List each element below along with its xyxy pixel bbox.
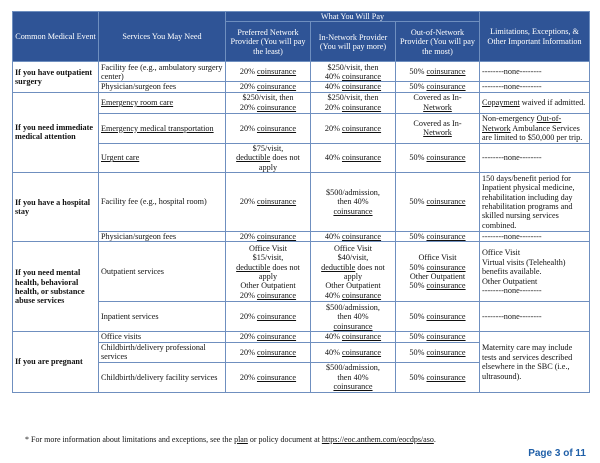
coinsurance-link[interactable]: coinsurance bbox=[426, 197, 466, 207]
limitations-text: Office Visit Virtual visits (Telehealth) benefits available. Other Outpatient --------none-------- bbox=[480, 242, 590, 302]
cost-in-network: 40% coinsurance bbox=[311, 332, 396, 342]
header-limitations: Limitations, Exceptions, & Other Important Information bbox=[480, 12, 590, 62]
cost-in-network: 20% coinsurance bbox=[311, 113, 396, 143]
cost-preferred: 20% coinsurance bbox=[226, 342, 311, 362]
cost-out-network: Covered as In- Network bbox=[396, 113, 480, 143]
coinsurance-link[interactable]: coinsurance bbox=[341, 102, 382, 112]
coinsurance-link[interactable]: coinsurance bbox=[333, 206, 373, 216]
coinsurance-link[interactable]: coinsurance bbox=[426, 347, 466, 357]
service-name: Physician/surgeon fees bbox=[99, 232, 226, 242]
limitations-text: --------none-------- bbox=[480, 232, 590, 242]
cost-out-network: 50% coinsurance bbox=[396, 173, 480, 232]
coinsurance-link[interactable]: coinsurance bbox=[426, 82, 466, 92]
coinsurance-link[interactable]: coinsurance bbox=[426, 372, 466, 382]
cost-in-network: $250/visit, then 40% coinsurance bbox=[311, 62, 396, 82]
benefits-table bbox=[12, 11, 590, 393]
cost-out-network: 50% coinsurance bbox=[396, 82, 480, 92]
limitations-text: --------none-------- bbox=[480, 143, 590, 172]
coinsurance-link[interactable]: coinsurance bbox=[256, 372, 297, 382]
cost-in-network: 40% coinsurance bbox=[311, 342, 396, 362]
coinsurance-link[interactable]: coinsurance bbox=[426, 332, 466, 342]
footnote: * For more information about limitations and exceptions, see the plan or policy document at https://eoc.anthem.com/eocdps/aso. bbox=[25, 435, 436, 444]
header-what-you-will-pay: What You Will Pay bbox=[226, 12, 480, 22]
service-link-emergency-room[interactable]: Emergency room care bbox=[99, 92, 226, 113]
coinsurance-link[interactable]: coinsurance bbox=[426, 262, 466, 272]
cost-out-network: 50% coinsurance bbox=[396, 143, 480, 172]
header-services: Services You May Need bbox=[99, 12, 226, 62]
coinsurance-link[interactable]: coinsurance bbox=[256, 82, 297, 92]
header-common-event: Common Medical Event bbox=[13, 12, 99, 62]
cost-in-network: 40% coinsurance bbox=[311, 82, 396, 92]
table-row bbox=[13, 232, 590, 242]
cost-preferred: 20% coinsurance bbox=[226, 82, 311, 92]
service-name: Childbirth/delivery professional services bbox=[99, 342, 226, 362]
table-row bbox=[13, 143, 590, 172]
deductible-link[interactable]: deductible bbox=[236, 262, 271, 272]
table-row bbox=[13, 173, 590, 232]
coinsurance-link[interactable]: coinsurance bbox=[426, 67, 466, 77]
coinsurance-link[interactable]: coinsurance bbox=[256, 312, 297, 322]
cost-in-network: 40% coinsurance bbox=[311, 232, 396, 242]
cost-preferred: 20% coinsurance bbox=[226, 332, 311, 342]
cost-out-network: 50% coinsurance bbox=[396, 342, 480, 362]
service-link-emergency-transport[interactable]: Emergency medical transportation bbox=[99, 113, 226, 143]
cost-out-network: 50% coinsurance bbox=[396, 332, 480, 342]
header-preferred: Preferred Network Provider (You will pay the least) bbox=[226, 22, 311, 62]
cost-out-network: Covered as In- Network bbox=[396, 92, 480, 113]
coinsurance-link[interactable]: coinsurance bbox=[341, 123, 382, 133]
service-name: Outpatient services bbox=[99, 242, 226, 302]
service-name: Inpatient services bbox=[99, 302, 226, 332]
table-row bbox=[13, 92, 590, 113]
cost-in-network: $500/admission, then 40% coinsurance bbox=[311, 173, 396, 232]
limitations-text: --------none-------- bbox=[480, 62, 590, 82]
network-link[interactable]: Network bbox=[423, 102, 452, 112]
cost-in-network: $250/visit, then 20% coinsurance bbox=[311, 92, 396, 113]
limitations-text: --------none-------- bbox=[480, 82, 590, 92]
cost-preferred: 20% coinsurance bbox=[226, 62, 311, 82]
table-row bbox=[13, 302, 590, 332]
service-name: Childbirth/delivery facility services bbox=[99, 362, 226, 392]
limitations-text: Non-emergency Out-of-Network Ambulance Services are limited to $50,000 per trip. bbox=[480, 113, 590, 143]
coinsurance-link[interactable]: coinsurance bbox=[426, 281, 466, 291]
event-hospital-stay: If you have a hospital stay bbox=[13, 173, 99, 242]
table-row bbox=[13, 82, 590, 92]
page-number: Page 3 of 11 bbox=[528, 448, 586, 459]
table-row bbox=[13, 242, 590, 302]
header-out-network: Out-of-Network Provider (You will pay the most) bbox=[396, 22, 480, 62]
coinsurance-link[interactable]: coinsurance bbox=[341, 347, 382, 357]
cost-out-network: 50% coinsurance bbox=[396, 362, 480, 392]
limitations-text: Copayment waived if admitted. bbox=[480, 92, 590, 113]
cost-preferred: $250/visit, then 20% coinsurance bbox=[226, 92, 311, 113]
coinsurance-link[interactable]: coinsurance bbox=[256, 332, 297, 342]
limitations-text: 150 days/benefit period for Inpatient physical medicine, rehabilitation including day rehabilitation programs and skilled nursing services combined. bbox=[480, 173, 590, 232]
deductible-link[interactable]: deductible bbox=[321, 262, 356, 272]
cost-preferred: 20% coinsurance bbox=[226, 302, 311, 332]
deductible-link[interactable]: deductible bbox=[236, 153, 271, 163]
service-link-urgent-care[interactable]: Urgent care bbox=[99, 143, 226, 172]
cost-preferred: 20% coinsurance bbox=[226, 232, 311, 242]
service-name: Office visits bbox=[99, 332, 226, 342]
header-in-network: In-Network Provider (You will pay more) bbox=[311, 22, 396, 62]
cost-in-network: $500/admission, then 40% coinsurance bbox=[311, 362, 396, 392]
coinsurance-link[interactable]: coinsurance bbox=[333, 321, 373, 331]
cost-out-network: 50% coinsurance bbox=[396, 232, 480, 242]
event-mental-health: If you need mental health, behavioral health, or substance abuse services bbox=[13, 242, 99, 332]
network-link[interactable]: Network bbox=[423, 128, 452, 138]
coinsurance-link[interactable]: coinsurance bbox=[341, 153, 382, 163]
coinsurance-link[interactable]: coinsurance bbox=[256, 123, 297, 133]
coinsurance-link[interactable]: coinsurance bbox=[256, 67, 297, 77]
cost-preferred: 20% coinsurance bbox=[226, 113, 311, 143]
coinsurance-link[interactable]: coinsurance bbox=[341, 232, 382, 242]
policy-url-link[interactable]: https://eoc.anthem.com/eocdps/aso bbox=[321, 435, 434, 444]
table-row bbox=[13, 62, 590, 82]
limitations-text: Maternity care may include tests and services described elsewhere in the SBC (i.e., ultrasound). bbox=[480, 332, 590, 392]
coinsurance-link[interactable]: coinsurance bbox=[256, 232, 297, 242]
service-name: Facility fee (e.g., hospital room) bbox=[99, 173, 226, 232]
cost-preferred: 20% coinsurance bbox=[226, 362, 311, 392]
event-outpatient-surgery: If you have outpatient surgery bbox=[13, 62, 99, 92]
event-pregnant: If you are pregnant bbox=[13, 332, 99, 392]
cost-in-network: $500/admission, then 40% coinsurance bbox=[311, 302, 396, 332]
cost-out-network: 50% coinsurance bbox=[396, 302, 480, 332]
table-row bbox=[13, 113, 590, 143]
cost-preferred: 20% coinsurance bbox=[226, 173, 311, 232]
coinsurance-link[interactable]: coinsurance bbox=[426, 153, 466, 163]
table-row bbox=[13, 332, 590, 342]
service-name: Facility fee (e.g., ambulatory surgery center) bbox=[99, 62, 226, 82]
cost-out-network: 50% coinsurance bbox=[396, 62, 480, 82]
coinsurance-link[interactable]: coinsurance bbox=[333, 382, 373, 392]
coinsurance-link[interactable]: coinsurance bbox=[341, 332, 382, 342]
coinsurance-link[interactable]: coinsurance bbox=[256, 290, 297, 300]
cost-out-network: Office Visit 50% coinsurance Other Outpatient 50% coinsurance bbox=[396, 242, 480, 302]
cost-preferred: $75/visit, deductible does not apply bbox=[226, 143, 311, 172]
coinsurance-link[interactable]: coinsurance bbox=[426, 232, 466, 242]
coinsurance-link[interactable]: coinsurance bbox=[426, 312, 466, 322]
coinsurance-link[interactable]: coinsurance bbox=[256, 102, 297, 112]
cost-in-network: 40% coinsurance bbox=[311, 143, 396, 172]
coinsurance-link[interactable]: coinsurance bbox=[341, 82, 382, 92]
coinsurance-link[interactable]: coinsurance bbox=[341, 290, 382, 300]
service-name: Physician/surgeon fees bbox=[99, 82, 226, 92]
cost-preferred: Office Visit $15/visit, deductible does not apply Other Outpatient 20% coinsurance bbox=[226, 242, 311, 302]
coinsurance-link[interactable]: coinsurance bbox=[341, 71, 382, 81]
out-of-network-link[interactable]: Out-of-Network bbox=[482, 114, 562, 133]
copayment-link[interactable]: Copayment bbox=[482, 98, 520, 108]
cost-in-network: Office Visit $40/visit, deductible does not apply Other Outpatient 40% coinsurance bbox=[311, 242, 396, 302]
plan-link[interactable]: plan bbox=[234, 435, 248, 444]
coinsurance-link[interactable]: coinsurance bbox=[256, 197, 297, 207]
coinsurance-link[interactable]: coinsurance bbox=[256, 347, 297, 357]
limitations-text: --------none-------- bbox=[480, 302, 590, 332]
event-immediate-attention: If you need immediate medical attention bbox=[13, 92, 99, 172]
